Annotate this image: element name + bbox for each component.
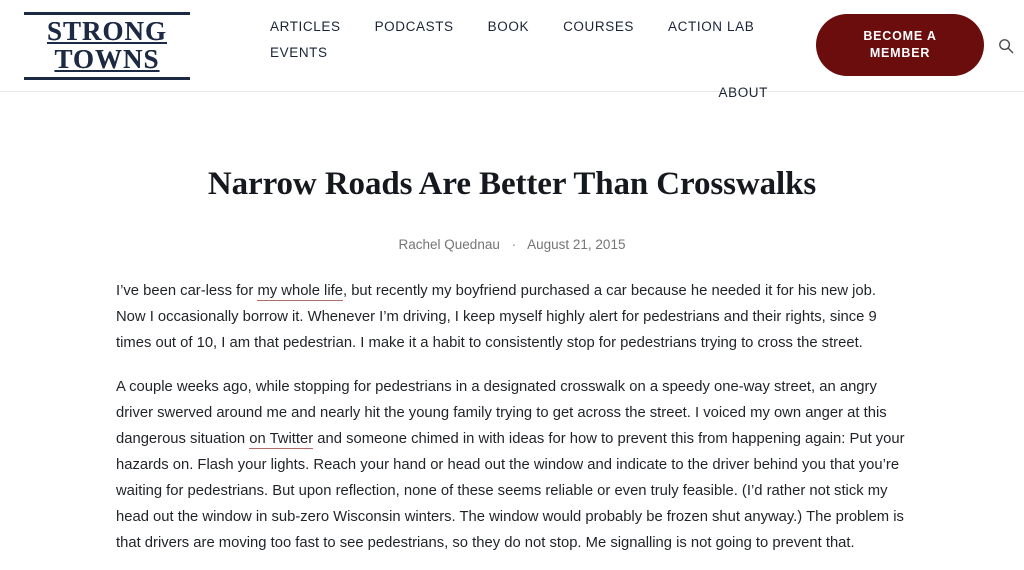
- search-icon[interactable]: [998, 38, 1014, 54]
- nav-item-action-lab[interactable]: ACTION LAB: [668, 19, 755, 34]
- byline: [102, 237, 922, 252]
- nav-item-courses[interactable]: COURSES: [563, 19, 635, 34]
- byline-separator: ·: [511, 237, 517, 252]
- paragraph-2: [116, 374, 908, 556]
- link-on-twitter[interactable]: on Twitter: [249, 431, 314, 447]
- page-scrollbar[interactable]: [1020, 0, 1024, 570]
- logo-line-1: STRONG: [46, 16, 168, 47]
- paragraph-1: [116, 278, 908, 356]
- nav-item-podcasts[interactable]: PODCASTS: [374, 19, 454, 34]
- become-a-member-button[interactable]: BECOME A MEMBER: [816, 14, 984, 76]
- article-date: August 21, 2015: [527, 237, 626, 252]
- nav-item-about[interactable]: ABOUT: [718, 85, 768, 100]
- logo-line-2: TOWNS: [54, 44, 160, 74]
- nav-second-row: [270, 80, 800, 106]
- article: [0, 92, 1024, 556]
- article-author: Rachel Quednau: [398, 237, 500, 252]
- nav-item-articles[interactable]: ARTICLES: [270, 19, 341, 34]
- paragraph-2-text-before: A couple weeks ago, while stopping for pedestrians in a designated crosswalk on a speedy one-way street, an angry driver swerved around me and nearly hit the young family trying to get across the street. I voiced my own anger at this dangerous situation: [116, 379, 887, 447]
- nav-item-book[interactable]: BOOK: [487, 19, 530, 34]
- link-my-whole-life[interactable]: my whole life: [257, 283, 343, 299]
- main-navigation: [270, 14, 800, 106]
- paragraph-1-text-after: , but recently my boyfriend purchased a car because he needed it for his new job. Now I occasionally borrow it. Whenever I’m driving, I keep myself highly alert for pedestrians and their rights, since 9 times out of 10, I am that pedestrian. I make it a habit to consistently stop for pedestrians trying to cross the street.: [116, 283, 877, 351]
- site-header: [0, 0, 1024, 100]
- paragraph-2-text-after: and someone chimed in with ideas for how to prevent this from happening again: Put your hazards on. Flash your lights. Reach your hand or head out the window and indicate to the driver behind you that you’re waiting for pedestrians. But upon reflection, none of these seems reliable or even truly feasible. (I’d rather not stick my head out the window in sub-zero Wisconsin winters. The window would probably be frozen shut anyway.) The problem is that drivers are moving too fast to see pedestrians, so they do not stop. Me signalling is not going to prevent that.: [116, 431, 905, 551]
- page-title: Narrow Roads Are Better Than Crosswalks: [207, 166, 817, 202]
- paragraph-1-text-before: I’ve been car-less for: [116, 283, 258, 299]
- article-body: [116, 278, 908, 556]
- site-logo[interactable]: [24, 12, 190, 80]
- nav-item-events[interactable]: EVENTS: [270, 45, 328, 60]
